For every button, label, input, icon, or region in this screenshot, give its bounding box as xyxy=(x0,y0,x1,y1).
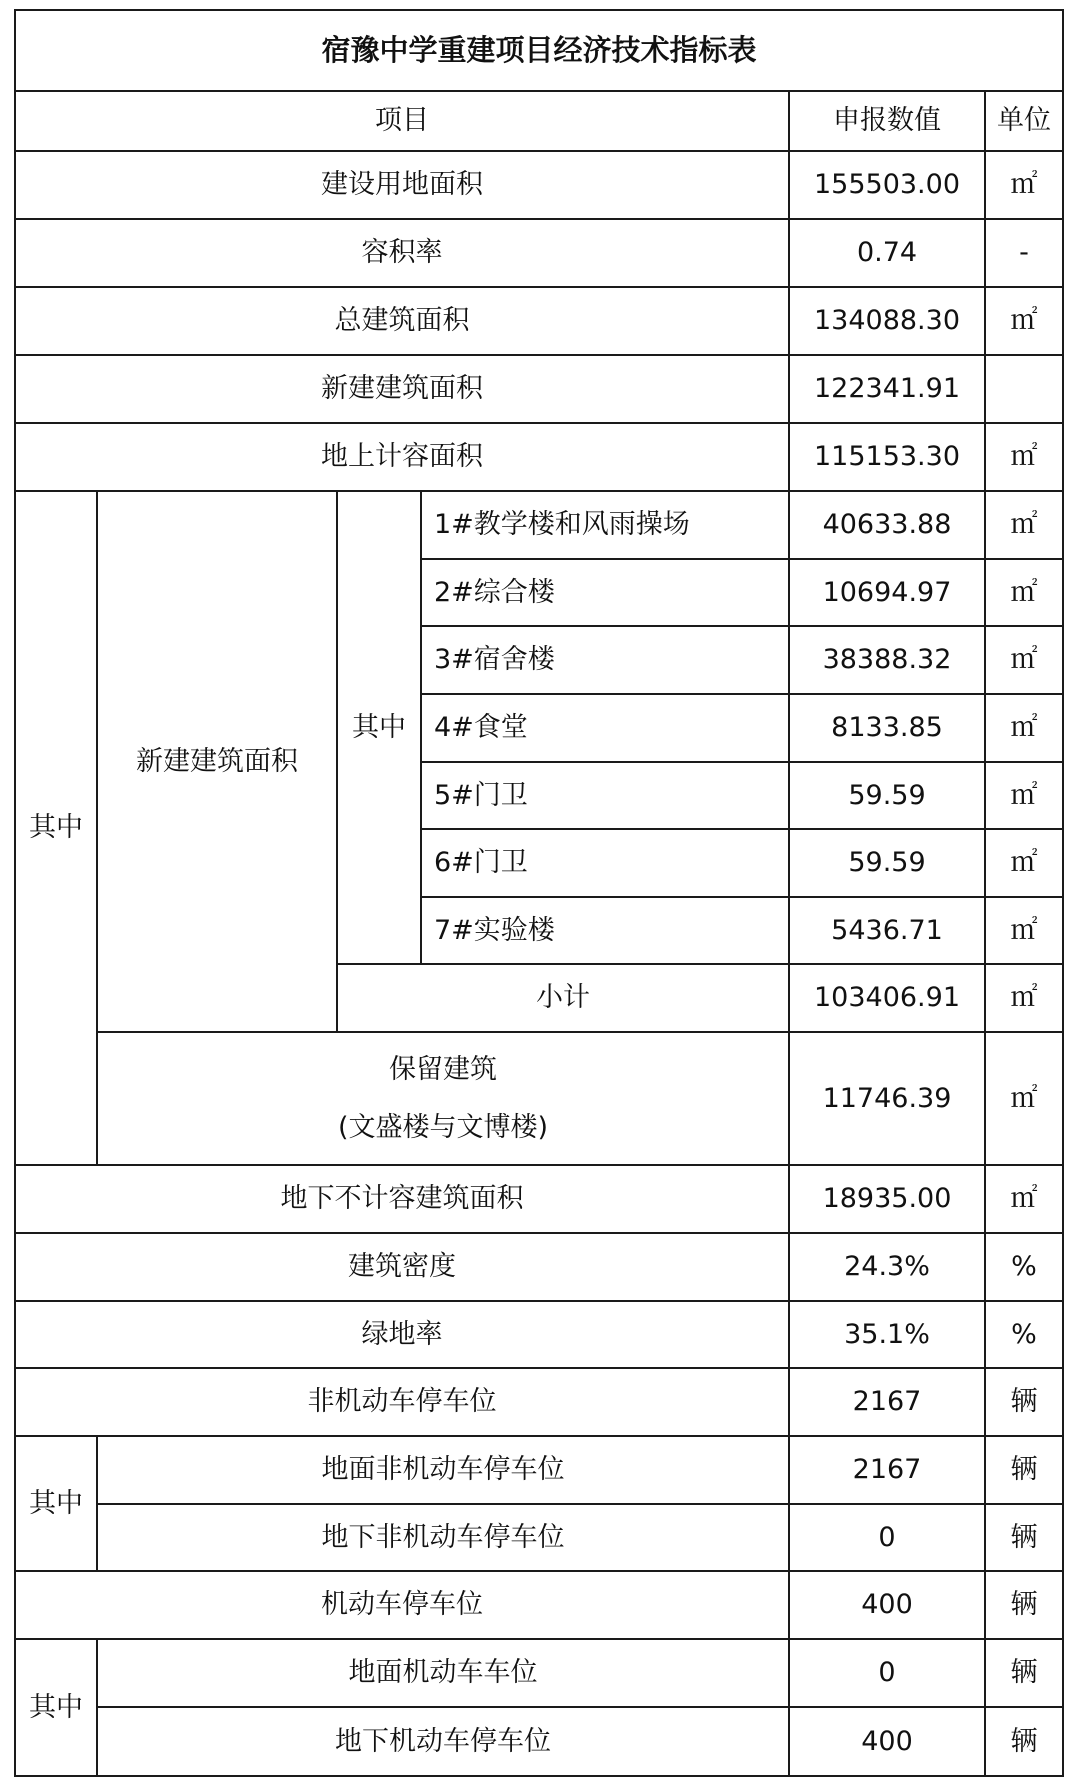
retained-unit: ㎡ xyxy=(986,1033,1062,1166)
subtotal-value: 103406.91 xyxy=(790,965,986,1033)
new-group-label: 新建建筑面积 xyxy=(98,492,338,1033)
building-label: 7#实验楼 xyxy=(422,898,790,965)
total-area-label: 总建筑面积 xyxy=(16,288,790,356)
site-area-value: 155503.00 xyxy=(790,152,986,220)
green-value: 35.1% xyxy=(790,1302,986,1369)
underground-label: 地下不计容建筑面积 xyxy=(16,1166,790,1234)
building-unit: ㎡ xyxy=(986,763,1062,830)
bike-ground-unit: 辆 xyxy=(986,1437,1062,1505)
header-value: 申报数值 xyxy=(790,92,986,152)
building-value: 40633.88 xyxy=(790,492,986,560)
total-area-value: 134088.30 xyxy=(790,288,986,356)
new-sub-label: 其中 xyxy=(338,492,422,965)
building-unit: ㎡ xyxy=(986,560,1062,627)
site-area-unit: ㎡ xyxy=(986,152,1062,220)
building-value: 38388.32 xyxy=(790,627,986,695)
retained-label-line1: 保留建筑 xyxy=(389,1053,497,1085)
density-label: 建筑密度 xyxy=(16,1234,790,1302)
car-under-label: 地下机动车停车位 xyxy=(98,1708,790,1775)
bike-parking-value: 2167 xyxy=(790,1369,986,1437)
far-label: 容积率 xyxy=(16,220,790,288)
bike-parking-unit: 辆 xyxy=(986,1369,1062,1437)
building-unit: ㎡ xyxy=(986,898,1062,965)
car-parking-value: 400 xyxy=(790,1572,986,1640)
header-item: 项目 xyxy=(16,92,790,152)
bike-parking-label: 非机动车停车位 xyxy=(16,1369,790,1437)
new-area-unit xyxy=(986,356,1062,424)
car-ground-unit: 辆 xyxy=(986,1640,1062,1708)
subtotal-label: 小计 xyxy=(338,965,790,1033)
header-unit: 单位 xyxy=(986,92,1062,152)
building-value: 59.59 xyxy=(790,763,986,830)
car-ground-value: 0 xyxy=(790,1640,986,1708)
indicator-table xyxy=(14,9,1064,1777)
bike-group-label: 其中 xyxy=(16,1437,98,1572)
density-value: 24.3% xyxy=(790,1234,986,1302)
car-group-label: 其中 xyxy=(16,1640,98,1775)
above-ground-value: 115153.30 xyxy=(790,424,986,492)
density-unit: % xyxy=(986,1234,1062,1302)
car-parking-label: 机动车停车位 xyxy=(16,1572,790,1640)
bike-under-unit: 辆 xyxy=(986,1505,1062,1572)
building-value: 8133.85 xyxy=(790,695,986,763)
above-ground-label: 地上计容面积 xyxy=(16,424,790,492)
building-label: 2#综合楼 xyxy=(422,560,790,627)
bike-under-value: 0 xyxy=(790,1505,986,1572)
underground-unit: ㎡ xyxy=(986,1166,1062,1234)
building-label: 6#门卫 xyxy=(422,830,790,898)
building-value: 10694.97 xyxy=(790,560,986,627)
car-under-unit: 辆 xyxy=(1010,1725,1038,1757)
building-unit: ㎡ xyxy=(986,627,1062,695)
retained-value: 11746.39 xyxy=(790,1033,986,1166)
new-area-value: 122341.91 xyxy=(790,356,986,424)
car-ground-label: 地面机动车车位 xyxy=(98,1640,790,1708)
bike-under-label: 地下非机动车停车位 xyxy=(98,1505,790,1572)
retained-label-line2: (文盛楼与文博楼) xyxy=(337,1111,549,1143)
green-unit: % xyxy=(986,1302,1062,1369)
site-area-label: 建设用地面积 xyxy=(16,152,790,220)
total-area-unit: ㎡ xyxy=(986,288,1062,356)
car-under-value: 400 xyxy=(790,1708,986,1775)
bike-ground-label: 地面非机动车停车位 xyxy=(98,1437,790,1505)
far-unit: - xyxy=(986,220,1062,288)
group-label-area: 其中 xyxy=(16,492,98,1166)
building-unit: ㎡ xyxy=(986,830,1062,898)
building-value: 5436.71 xyxy=(790,898,986,965)
building-label: 4#食堂 xyxy=(422,695,790,763)
table-title: 宿豫中学重建项目经济技术指标表 xyxy=(16,11,1062,92)
building-label: 1#教学楼和风雨操场 xyxy=(422,492,790,560)
far-value: 0.74 xyxy=(790,220,986,288)
subtotal-unit: ㎡ xyxy=(986,965,1062,1033)
new-area-label: 新建建筑面积 xyxy=(16,356,790,424)
building-label: 5#门卫 xyxy=(422,763,790,830)
retained-label xyxy=(98,1033,790,1166)
building-unit: ㎡ xyxy=(986,695,1062,763)
building-label: 3#宿舍楼 xyxy=(422,627,790,695)
building-value: 59.59 xyxy=(790,830,986,898)
building-unit: ㎡ xyxy=(986,492,1062,560)
above-ground-unit: ㎡ xyxy=(986,424,1062,492)
car-parking-unit: 辆 xyxy=(986,1572,1062,1640)
bike-ground-value: 2167 xyxy=(790,1437,986,1505)
green-label: 绿地率 xyxy=(16,1302,790,1369)
underground-value: 18935.00 xyxy=(790,1166,986,1234)
